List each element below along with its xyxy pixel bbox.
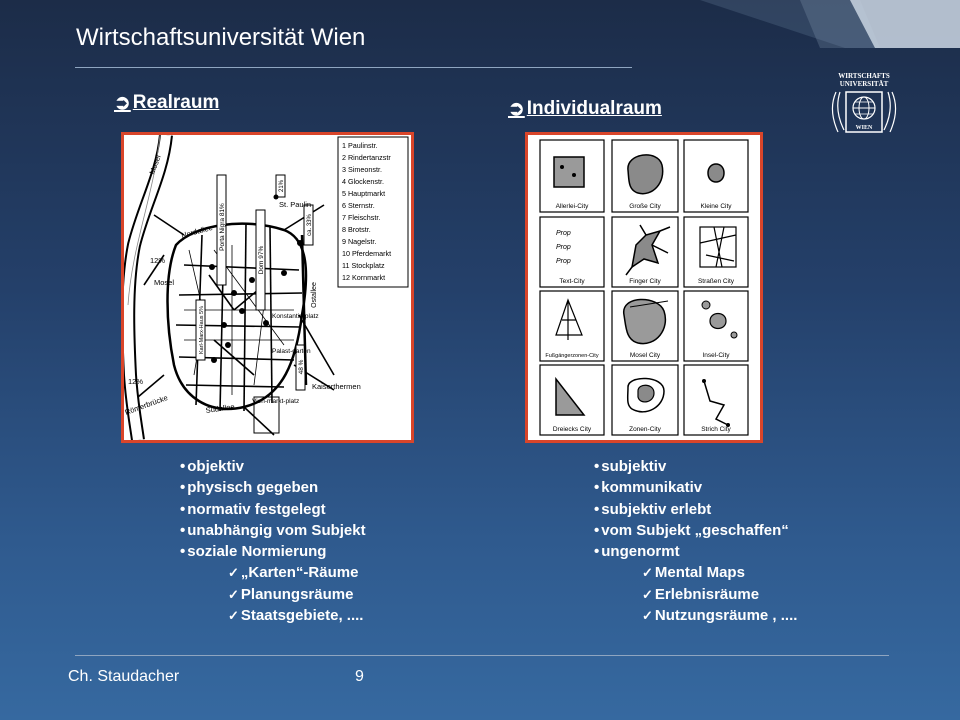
map-label-ostallee: Ostallee (311, 282, 318, 308)
realraum-bullet-list (180, 456, 366, 626)
text-city-word-2: Prop (556, 244, 571, 251)
checkmark-item: ✓ Planungsräume (180, 584, 366, 605)
caption-zonen: Zonen-City (629, 426, 661, 433)
bullet-item: • objektiv (180, 456, 366, 477)
arrow-right-icon: ➲ (114, 92, 131, 114)
caption-strassen: Straßen City (697, 278, 735, 285)
checkmark-item: ✓ Mental Maps (594, 562, 797, 583)
bullet-item: • subjektiv erlebt (594, 499, 797, 520)
caption-kleine: Kleine City (700, 203, 732, 210)
caption-mosel: Mosel City (629, 352, 661, 359)
legend-6: 6 Sternstr. (342, 201, 375, 210)
legend-4: 4 Glockenstr. (342, 177, 384, 186)
caption-allerlei: Allerlei-City (555, 203, 589, 210)
map-label-mosel-top: Mosel (147, 153, 163, 176)
map-label-karl: Karl-Marx-Haus 5% (199, 306, 205, 354)
map-label-pct48: 48 % (298, 359, 305, 375)
map-label-pct33: ca. 33% (307, 214, 313, 236)
heading-individualraum-text: Individualraum (526, 97, 662, 119)
caption-dreiecks: Dreiecks City (552, 426, 592, 433)
checkmark-item: ✓ Erlebnisräume (594, 584, 797, 605)
bullet-item: • vom Subjekt „geschaffen“ (594, 520, 797, 541)
mental-maps-image (525, 132, 763, 443)
checkmark-item: ✓ Staatsgebiete, .... (180, 605, 366, 626)
bullet-item: • ungenormt (594, 541, 797, 562)
caption-text: Text-City (559, 278, 585, 285)
university-title: Wirtschaftsuniversität Wien (76, 24, 366, 51)
legend-7: 7 Fleischstr. (342, 213, 381, 222)
caption-fussgaenger: Fußgängerzonen-City (545, 353, 599, 359)
map-label-stpaulin: St. Paulin (279, 200, 312, 209)
map-label-nordallee: Nordallee (180, 222, 214, 240)
individualraum-bullet-list (594, 456, 797, 626)
map-label-porta: Porta Nigra 81% (219, 203, 226, 251)
map-label-dom: Dom 97% (258, 245, 265, 275)
caption-finger: Finger City (629, 278, 661, 285)
heading-individualraum (508, 96, 662, 121)
legend-12: 12 Kornmarkt (342, 273, 386, 282)
checkmark-item: ✓ Nutzungsräume , .... (594, 605, 797, 626)
legend-1: 1 Paulinstr. (342, 141, 378, 150)
map-label-kaiser: Kaiserthermen (312, 382, 361, 391)
bullet-item: • normativ festgelegt (180, 499, 366, 520)
header-divider (75, 67, 632, 68)
svg-text:UNIVERSITÄT: UNIVERSITÄT (839, 80, 889, 88)
legend-9: 9 Nagelstr. (342, 237, 377, 246)
footer-divider (75, 655, 889, 656)
legend-3: 3 Simeonstr. (342, 165, 382, 174)
footer-author: Ch. Staudacher (68, 668, 180, 685)
map-label-konstantin: Konstantin-platz (272, 313, 319, 320)
city-map-image (121, 132, 414, 443)
bullet-item: • unabhängig vom Subjekt (180, 520, 366, 541)
university-logo (824, 70, 904, 142)
map-label-pct12b: 12% (128, 377, 144, 386)
heading-realraum (114, 90, 219, 115)
bullet-item: • soziale Normierung (180, 541, 366, 562)
arrow-right-icon: ➲ (508, 98, 525, 120)
svg-text:WIEN: WIEN (855, 125, 873, 131)
corner-decoration (700, 0, 960, 48)
map-label-roemer: Römerbrücke (124, 393, 169, 417)
legend-5: 5 Hauptmarkt (342, 189, 386, 198)
legend-2: 2 Rindertanzstr (342, 153, 391, 162)
legend-10: 10 Pferdemarkt (342, 249, 392, 258)
legend-8: 8 Brotstr. (342, 225, 371, 234)
heading-realraum-text: Realraum (132, 91, 220, 113)
caption-grosse: Große City (629, 203, 661, 210)
svg-text:WIRTSCHAFTS: WIRTSCHAFTS (838, 72, 890, 80)
map-label-pct21: 21% (279, 179, 285, 193)
map-label-suedallee: Südallee (205, 402, 236, 415)
bullet-item: • subjektiv (594, 456, 797, 477)
text-city-word-1: Prop (556, 230, 571, 237)
bullet-item: • physisch gegeben (180, 477, 366, 498)
map-label-pct12a: 12% (150, 256, 166, 265)
map-label-viehmarkt: Vieh-markt-platz (252, 398, 300, 405)
caption-strich: Strich City (701, 426, 731, 433)
bullet-item: • kommunikativ (594, 477, 797, 498)
caption-insel: Insel-City (702, 352, 730, 359)
checkmark-item: ✓ „Karten“-Räume (180, 562, 366, 583)
legend-11: 11 Stockplatz (342, 261, 385, 270)
map-label-mosel-left: Mosel (154, 278, 175, 287)
map-label-palast: Palast-garten (272, 348, 311, 355)
text-city-word-3: Prop (556, 258, 571, 265)
page-number: 9 (355, 668, 364, 685)
